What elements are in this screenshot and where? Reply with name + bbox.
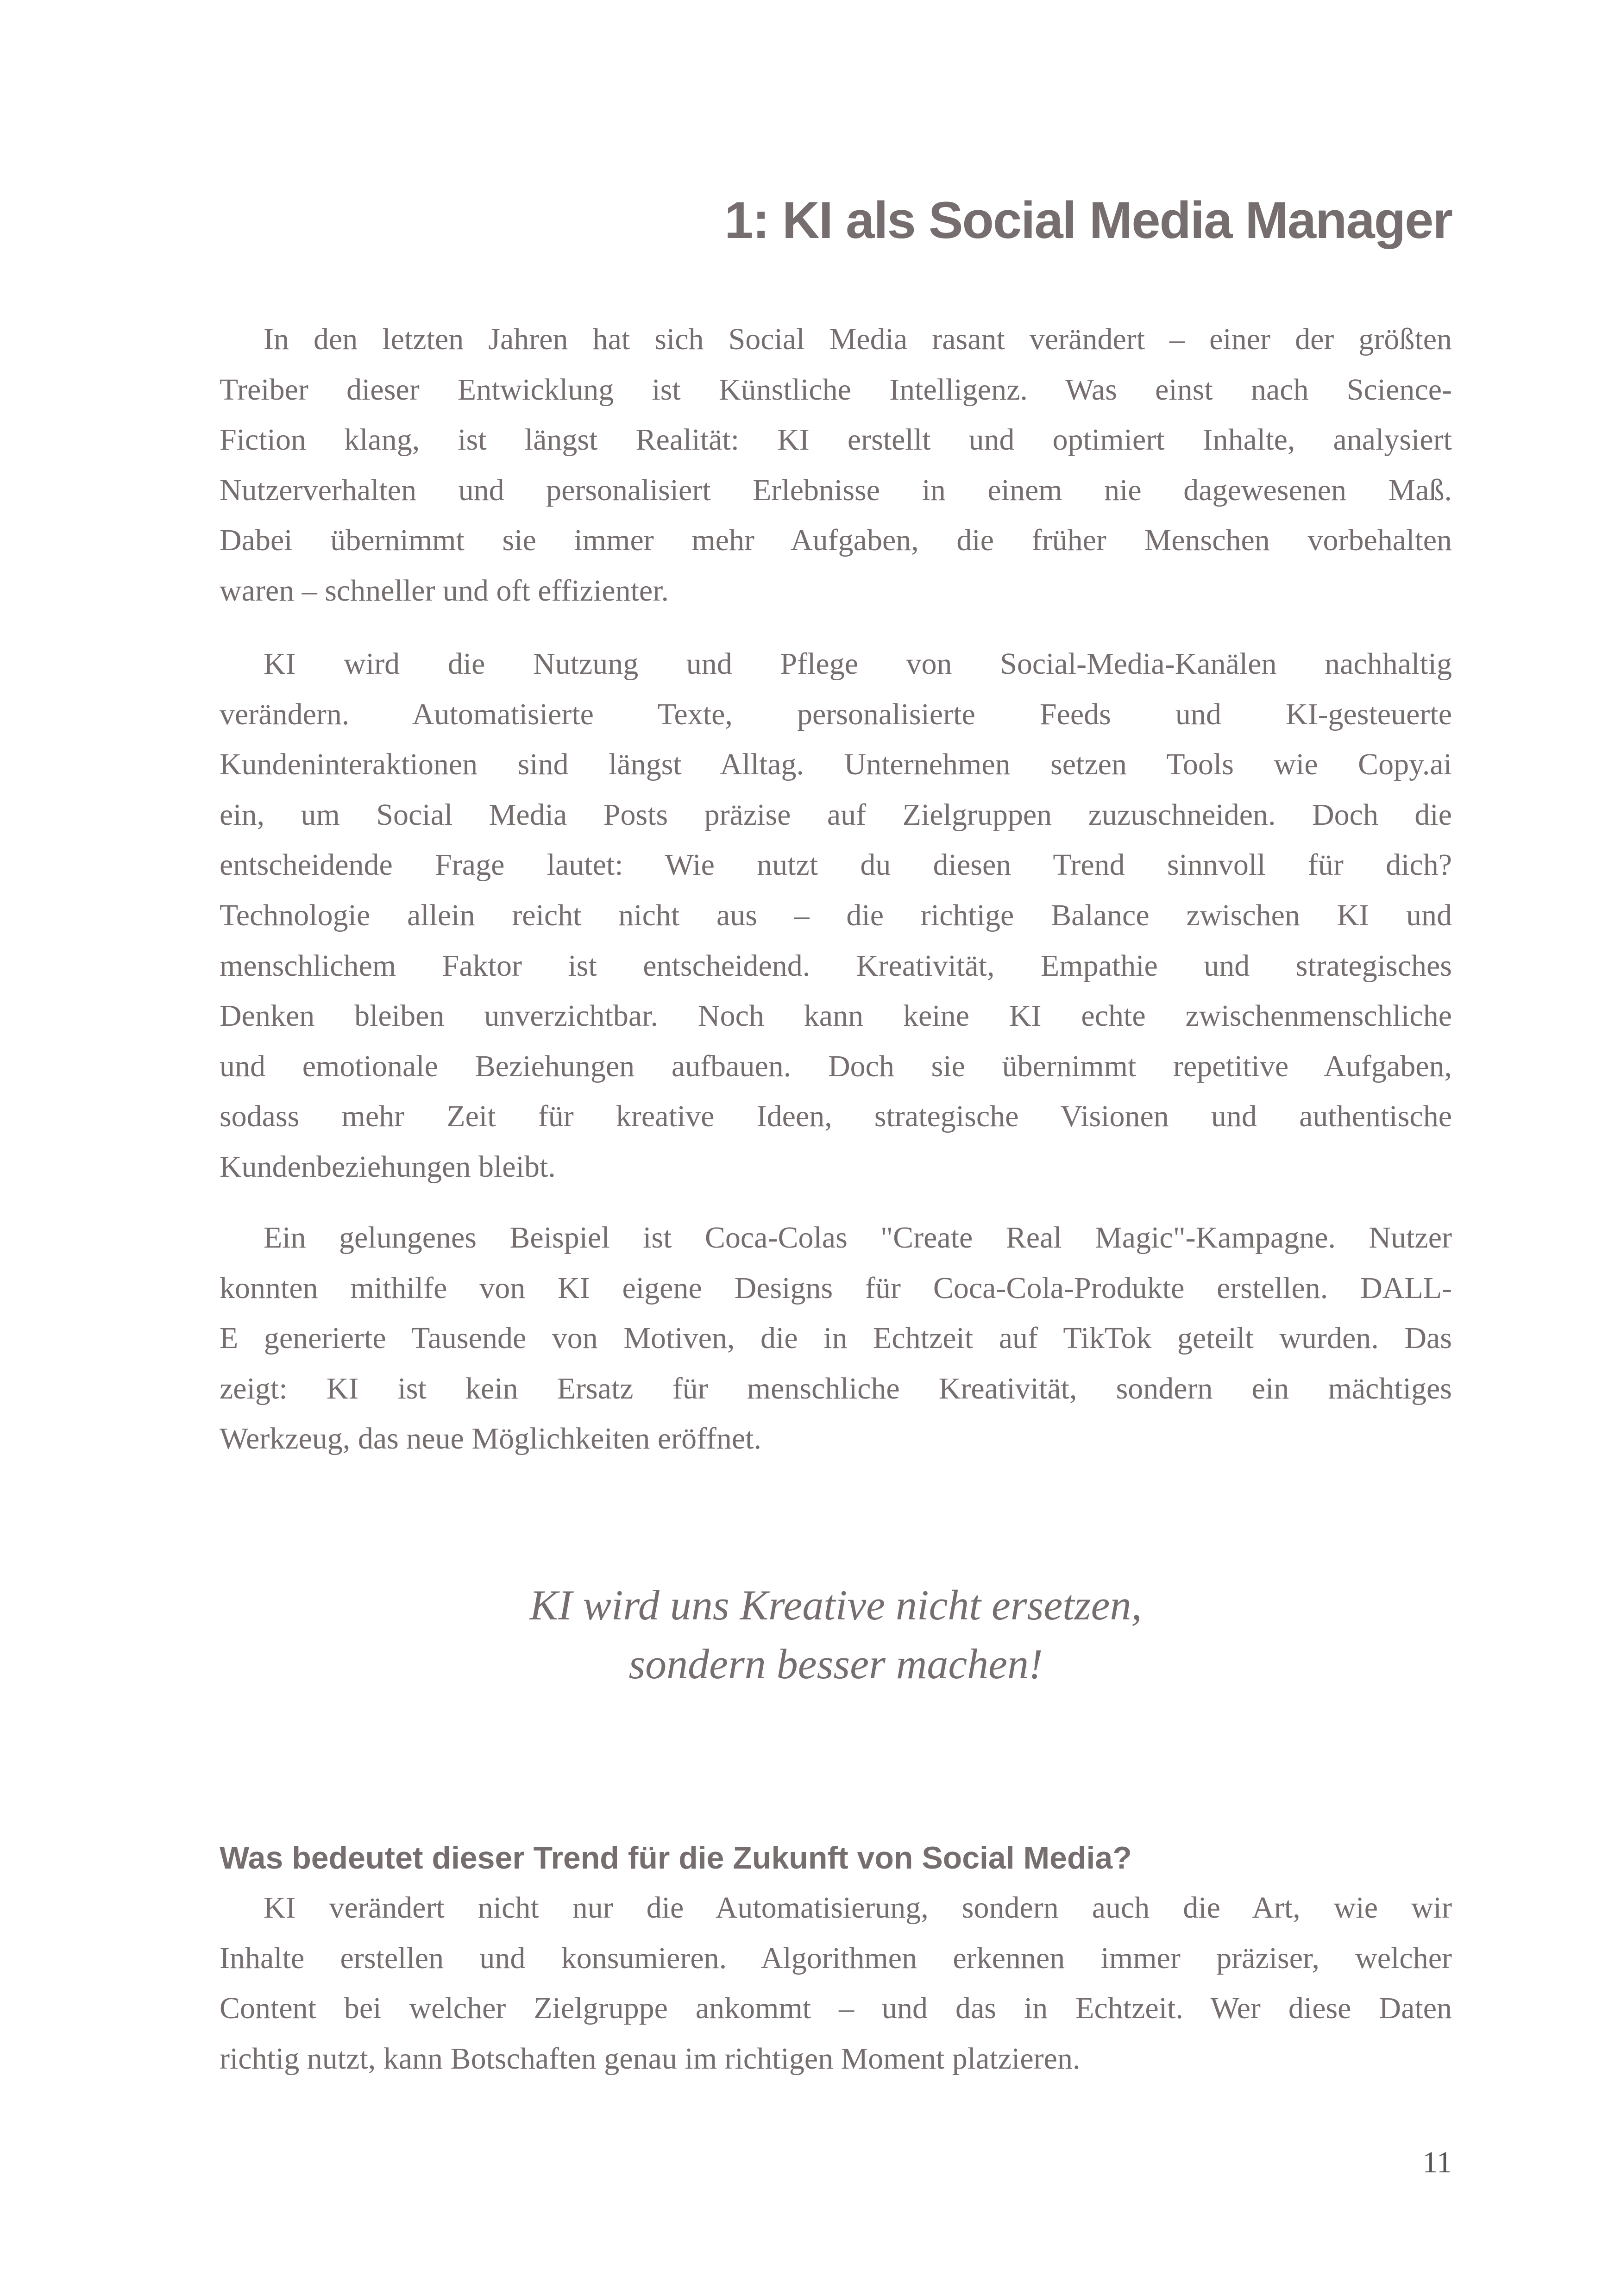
text-line: Fiction klang, ist längst Realität: KI erstellt und optimiert Inhalte, analysiert	[220, 423, 1452, 457]
text-line: E generierte Tausende von Motiven, die in Echtzeit auf TikTok geteilt wurden. Das	[220, 1321, 1452, 1355]
text-line: Kundeninteraktionen sind längst Alltag. Unternehmen setzen Tools wie Copy.ai	[220, 747, 1452, 782]
text-line: ein, um Social Media Posts präzise auf Zielgruppen zuzuschneiden. Doch die	[220, 797, 1452, 832]
text-line: KI wird die Nutzung und Pflege von Social-Media-Kanälen nachhaltig	[264, 647, 1452, 681]
section-heading: Was bedeutet dieser Trend für die Zukunft von Social Media?	[220, 1840, 1132, 1876]
text-line: entscheidende Frage lautet: Wie nutzt du diesen Trend sinnvoll für dich?	[220, 848, 1452, 882]
paragraph-intro	[220, 314, 1452, 616]
text-line: Werkzeug, das neue Möglichkeiten eröffnet.	[220, 1422, 762, 1456]
text-line: zeigt: KI ist kein Ersatz für menschliche Kreativität, sondern ein mächtiges	[220, 1371, 1452, 1405]
text-line: konnten mithilfe von KI eigene Designs für Coca-Cola-Produkte erstellen. DALL-	[220, 1271, 1452, 1305]
text-line: KI verändert nicht nur die Automatisierung, sondern auch die Art, wie wir	[264, 1891, 1452, 1925]
text-line: Content bei welcher Zielgruppe ankommt – und das in Echtzeit. Wer diese Daten	[220, 1991, 1452, 2026]
text-line: menschlichem Faktor ist entscheidend. Kreativität, Empathie und strategisches	[220, 948, 1452, 983]
text-line: verändern. Automatisierte Texte, personalisierte Feeds und KI-gesteuerte	[220, 697, 1452, 731]
chapter-title: 1: KI als Social Media Manager	[724, 191, 1452, 250]
quote-line: sondern besser machen!	[628, 1640, 1043, 1687]
paragraph-future	[220, 1883, 1452, 2084]
paragraph-ki-social-media	[220, 639, 1452, 1192]
text-line: Denken bleiben unverzichtbar. Noch kann keine KI echte zwischenmenschliche	[220, 999, 1452, 1033]
text-line: Treiber dieser Entwicklung ist Künstliche Intelligenz. Was einst nach Science-	[220, 372, 1452, 407]
text-line: richtig nutzt, kann Botschaften genau im richtigen Moment platzieren.	[220, 2041, 1081, 2076]
page-number: 11	[1422, 2145, 1452, 2179]
text-line: Inhalte erstellen und konsumieren. Algorithmen erkennen immer präziser, welcher	[220, 1941, 1452, 1975]
text-line: Kundenbeziehungen bleibt.	[220, 1149, 556, 1184]
text-line: Technologie allein reicht nicht aus – die richtige Balance zwischen KI und	[220, 898, 1452, 932]
text-line: In den letzten Jahren hat sich Social Media rasant verändert – einer der größten	[264, 322, 1452, 356]
text-line: Ein gelungenes Beispiel ist Coca-Colas "Create Real Magic"-Kampagne. Nutzer	[264, 1221, 1452, 1255]
text-line: und emotionale Beziehungen aufbauen. Doch sie übernimmt repetitive Aufgaben,	[220, 1049, 1452, 1083]
text-line: Dabei übernimmt sie immer mehr Aufgaben, die früher Menschen vorbehalten	[220, 523, 1452, 558]
text-line: waren – schneller und oft effizienter.	[220, 573, 669, 608]
pull-quote	[220, 1576, 1452, 1694]
paragraph-coca-cola-example	[220, 1213, 1452, 1464]
quote-line: KI wird uns Kreative nicht ersetzen,	[529, 1581, 1142, 1629]
text-line: sodass mehr Zeit für kreative Ideen, strategische Visionen und authentische	[220, 1099, 1452, 1134]
text-line: Nutzerverhalten und personalisiert Erlebnisse in einem nie dagewesenen Maß.	[220, 473, 1452, 507]
